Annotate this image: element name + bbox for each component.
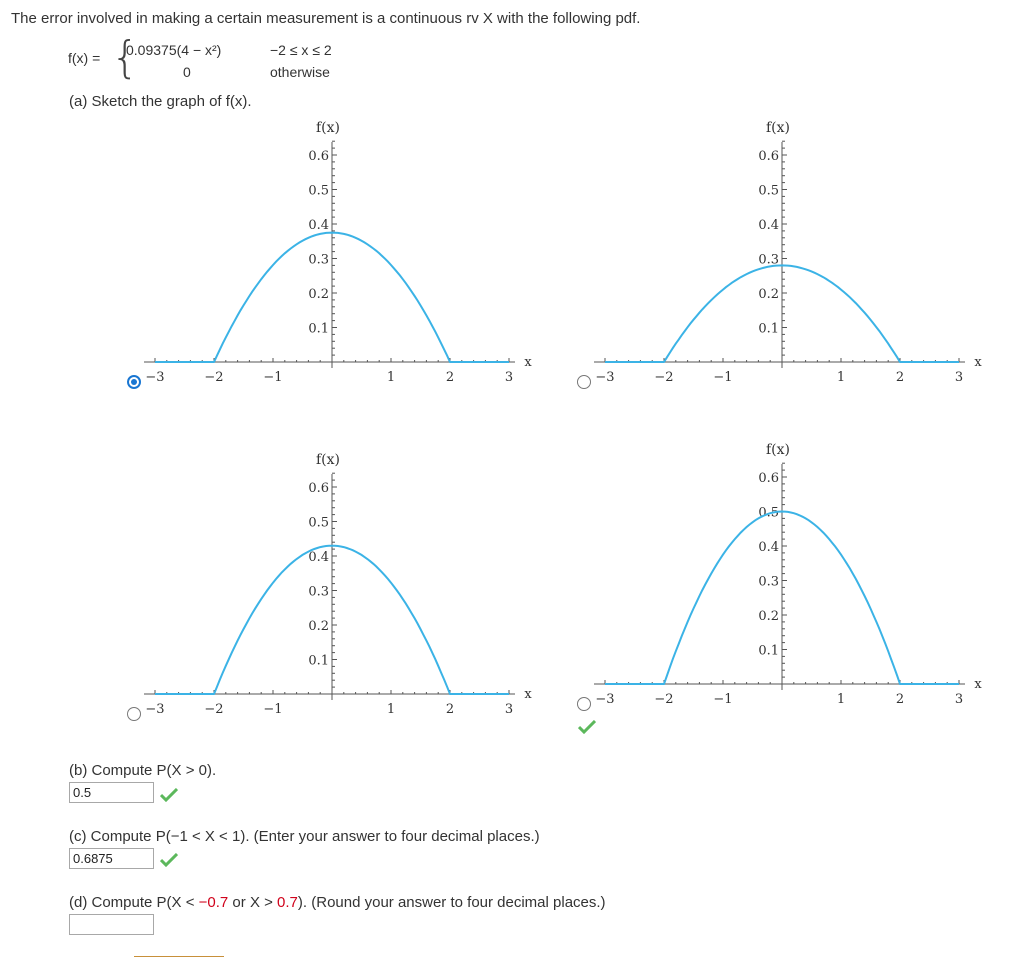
x-tick-label: −3 [595,370,615,385]
y-tick-label: 0.4 [308,550,329,565]
y-axis-label: f(x) [315,452,341,468]
x-tick-label: −1 [713,692,733,707]
x-tick-label: 1 [836,370,846,385]
x-tick-label: −2 [654,370,674,385]
x-tick-label: 1 [386,370,396,385]
submit-button-edge[interactable] [134,956,224,963]
graph-c-plot [120,442,540,732]
y-axis-label: f(x) [315,120,341,136]
part-c-check-icon [160,853,178,867]
y-tick-label: 0.6 [758,149,779,164]
graph-option-c[interactable] [120,442,540,732]
x-tick-label: 1 [386,702,396,717]
y-tick-label: 0.2 [308,287,329,302]
y-tick-label: 0.3 [758,574,779,590]
y-tick-label: 0.6 [308,149,329,164]
graph-option-d[interactable] [570,432,990,732]
x-tick-label: 3 [954,370,964,385]
y-tick-label: 0.6 [308,481,329,496]
piecewise-brace: { [111,32,139,83]
x-tick-label: −1 [263,702,283,717]
x-tick-label: −3 [595,692,615,707]
piece1-condition: −2 ≤ x ≤ 2 [270,42,332,58]
piece2-condition: otherwise [270,64,330,80]
y-axis-label: f(x) [765,120,791,136]
x-tick-label: 2 [895,370,905,385]
x-tick-label: −2 [654,692,674,707]
part-c-answer-input[interactable]: 0.6875 [69,848,154,869]
x-axis-label: x [974,355,982,370]
x-tick-label: 2 [895,692,905,707]
y-tick-label: 0.5 [758,505,779,521]
y-tick-label: 0.2 [758,609,779,624]
x-tick-label: −1 [713,370,733,385]
part-b-check-icon [160,788,178,802]
y-tick-label: 0.5 [308,183,329,199]
x-tick-label: 1 [836,692,846,707]
part-d-answer-input[interactable] [69,914,154,935]
part-c-label: (c) Compute P(−1 < X < 1). (Enter your answer to four decimal places.) [69,828,540,845]
correct-check-icon [578,720,596,734]
x-tick-label: −3 [145,702,165,717]
x-axis-label: x [524,355,532,370]
graph-option-a[interactable] [120,110,540,400]
y-tick-label: 0.3 [308,584,329,600]
x-tick-label: −1 [263,370,283,385]
part-d-label: (d) Compute P(X < −0.7 or X > 0.7). (Round your answer to four decimal places.) [69,894,606,911]
x-tick-label: 2 [445,702,455,717]
y-tick-label: 0.4 [758,218,779,233]
part-a-label: (a) Sketch the graph of f(x). [69,93,252,110]
fx-label: f(x) = [68,50,101,66]
y-axis-label: f(x) [765,442,791,458]
y-tick-label: 0.2 [758,287,779,302]
x-tick-label: −2 [204,702,224,717]
x-tick-label: −3 [145,370,165,385]
y-tick-label: 0.6 [758,471,779,486]
y-tick-label: 0.3 [758,252,779,268]
y-tick-label: 0.2 [308,619,329,634]
graph-radio-c[interactable] [127,707,141,721]
graph-radio-b[interactable] [577,375,591,389]
part-d-value-2: 0.7 [277,894,298,911]
x-tick-label: 3 [504,702,514,717]
y-tick-label: 0.4 [308,218,329,233]
piece2-expression: 0 [183,64,191,80]
x-axis-label: x [524,687,532,702]
graph-a-plot [120,110,540,400]
y-tick-label: 0.1 [758,321,779,337]
graph-d-plot [570,432,990,722]
x-tick-label: −2 [204,370,224,385]
graph-radio-a[interactable] [127,375,141,389]
x-tick-label: 2 [445,370,455,385]
graph-option-b[interactable] [570,110,990,400]
y-tick-label: 0.1 [308,653,329,669]
y-tick-label: 0.1 [758,643,779,659]
x-axis-label: x [974,677,982,692]
x-tick-label: 3 [504,370,514,385]
graph-radio-d[interactable] [577,697,591,711]
piece1-expression: 0.09375(4 − x²) [126,42,222,58]
part-b-label: (b) Compute P(X > 0). [69,762,217,779]
part-b-answer-input[interactable]: 0.5 [69,782,154,803]
y-tick-label: 0.5 [758,183,779,199]
y-tick-label: 0.1 [308,321,329,337]
part-d-value-1: −0.7 [198,894,229,911]
graph-b-plot [570,110,990,400]
x-tick-label: 3 [954,692,964,707]
y-tick-label: 0.5 [308,515,329,531]
y-tick-label: 0.3 [308,252,329,268]
y-tick-label: 0.4 [758,540,779,555]
problem-intro: The error involved in making a certain measurement is a continuous rv X with the following pdf. [11,10,641,27]
